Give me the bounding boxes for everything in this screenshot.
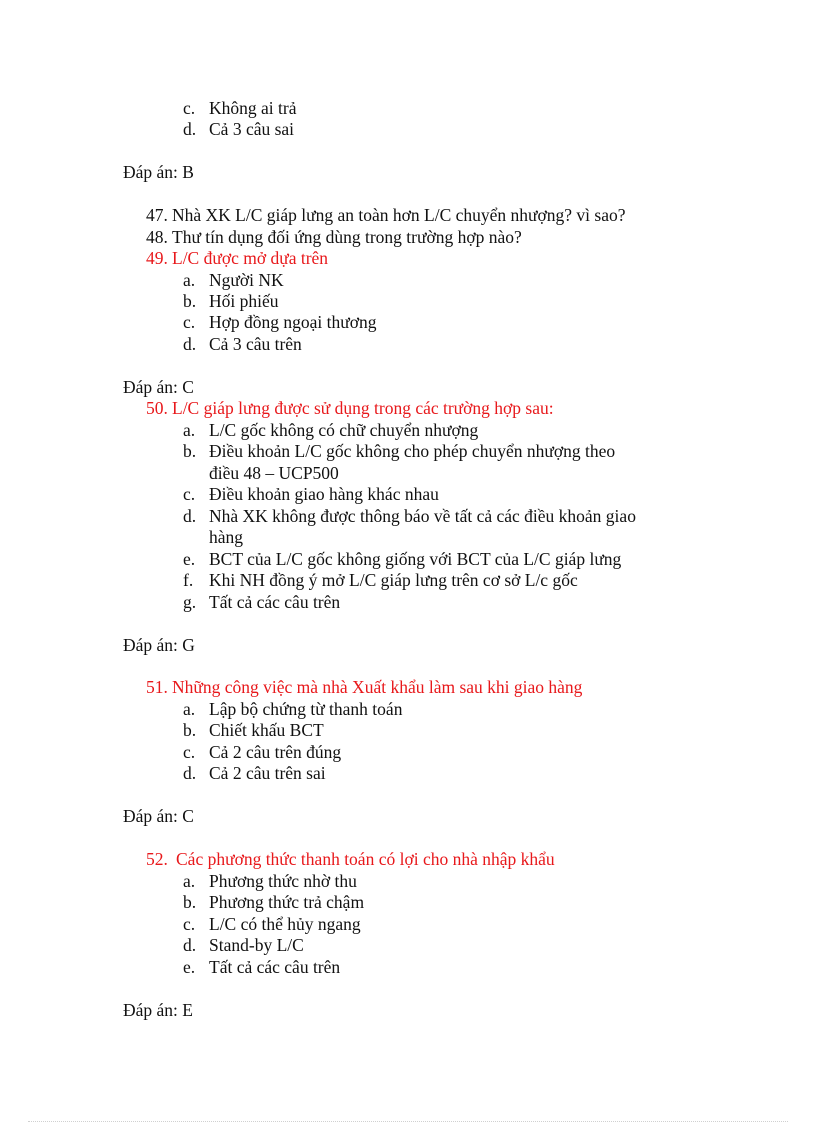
option-text: Stand-by L/C [209, 935, 304, 955]
question-text: Thư tín dụng đối ứng dùng trong trường hợp nào? [172, 227, 522, 247]
option-text: L/C có thể hủy ngang [209, 914, 361, 934]
question-number: 52. [146, 849, 168, 869]
option-item [183, 118, 294, 140]
option-letter: c. [183, 312, 196, 332]
option-text: Lập bộ chứng từ thanh toán [209, 699, 403, 719]
option-letter: a. [183, 420, 196, 440]
option-text: Chiết khấu BCT [209, 720, 324, 740]
question-text: Nhà XK L/C giáp lưng an toàn hơn L/C chuyển nhượng? vì sao? [172, 205, 626, 225]
question-text: Các phương thức thanh toán có lợi cho nhà nhập khẩu [176, 849, 555, 869]
option-letter: c. [183, 484, 196, 504]
option-text-continuation: điều 48 – UCP500 [209, 463, 339, 483]
option-letter: c. [183, 914, 196, 934]
option-letter: d. [183, 935, 197, 955]
option-text: Điều khoản giao hàng khác nhau [209, 484, 439, 504]
option-item [183, 419, 478, 441]
option-letter: a. [183, 699, 196, 719]
option-item [183, 569, 578, 591]
option-letter: c. [183, 98, 196, 118]
question-text: Những công việc mà nhà Xuất khẩu làm sau khi giao hàng [172, 677, 583, 697]
option-text: Hợp đồng ngoại thương [209, 312, 377, 332]
option-text: Tất cả các câu trên [209, 957, 341, 977]
option-letter: b. [183, 892, 197, 912]
option-text: Không ai trả [209, 98, 297, 118]
option-letter: c. [183, 742, 196, 762]
option-letter: d. [183, 506, 197, 526]
option-item [183, 333, 302, 355]
option-item [183, 934, 304, 956]
option-letter: b. [183, 291, 197, 311]
option-item [183, 505, 636, 527]
question-47 [146, 204, 626, 226]
option-letter: d. [183, 119, 197, 139]
option-text: Cả 3 câu sai [209, 119, 295, 139]
question-52 [146, 848, 555, 870]
option-text: BCT của L/C gốc không giống với BCT của L/C giáp lưng [209, 549, 622, 569]
option-text: Cả 2 câu trên đúng [209, 742, 342, 762]
option-item [183, 97, 296, 119]
option-item [183, 956, 340, 978]
question-text: L/C được mở dựa trên [172, 248, 329, 268]
question-number: 48. [146, 227, 168, 247]
option-item [183, 290, 279, 312]
question-number: 50. [146, 398, 168, 418]
option-item [183, 440, 615, 462]
question-51 [146, 676, 582, 698]
option-text-continuation: hàng [209, 527, 244, 547]
option-text: Nhà XK không được thông báo về tất cả các điều khoản giao [209, 506, 636, 526]
option-item [183, 762, 326, 784]
question-49 [146, 247, 328, 269]
option-text: Cả 3 câu trên [209, 334, 302, 354]
option-text: Cả 2 câu trên sai [209, 763, 326, 783]
option-letter: e. [183, 549, 196, 569]
answer-label: Đáp án: G [123, 635, 195, 655]
option-text: Điều khoản L/C gốc không cho phép chuyển nhượng theo [209, 441, 616, 461]
option-letter: f. [183, 570, 194, 590]
option-item [183, 870, 357, 892]
answer-label: Đáp án: E [123, 1000, 193, 1020]
option-item [183, 548, 621, 570]
answer-label: Đáp án: C [123, 806, 194, 826]
option-letter: b. [183, 720, 197, 740]
option-text: Phương thức trả chậm [209, 892, 365, 912]
option-item [183, 913, 361, 935]
option-text: Hối phiếu [209, 291, 279, 311]
option-letter: d. [183, 334, 197, 354]
question-number: 49. [146, 248, 168, 268]
option-item [183, 483, 439, 505]
option-text: L/C gốc không có chữ chuyển nhượng [209, 420, 479, 440]
option-item [183, 311, 377, 333]
option-item [183, 269, 284, 291]
option-item [183, 741, 341, 763]
option-letter: a. [183, 270, 196, 290]
option-text: Khi NH đồng ý mở L/C giáp lưng trên cơ sở L/c gốc [209, 570, 578, 590]
option-text: Người NK [209, 270, 284, 290]
answer-label: Đáp án: C [123, 377, 194, 397]
answer-label: Đáp án: B [123, 162, 194, 182]
question-number: 47. [146, 205, 168, 225]
option-letter: e. [183, 957, 196, 977]
question-48 [146, 226, 522, 248]
option-item [183, 719, 324, 741]
option-text: Tất cả các câu trên [209, 592, 341, 612]
option-letter: d. [183, 763, 197, 783]
option-item [183, 698, 402, 720]
option-letter: b. [183, 441, 197, 461]
option-text: Phương thức nhờ thu [209, 871, 357, 891]
option-item [183, 591, 340, 613]
question-number: 51. [146, 677, 168, 697]
page-bottom-divider [28, 1121, 788, 1122]
option-letter: a. [183, 871, 196, 891]
question-text: L/C giáp lưng được sử dụng trong các trường hợp sau: [172, 398, 554, 418]
option-letter: g. [183, 592, 197, 612]
question-50 [146, 397, 554, 419]
option-item [183, 891, 364, 913]
